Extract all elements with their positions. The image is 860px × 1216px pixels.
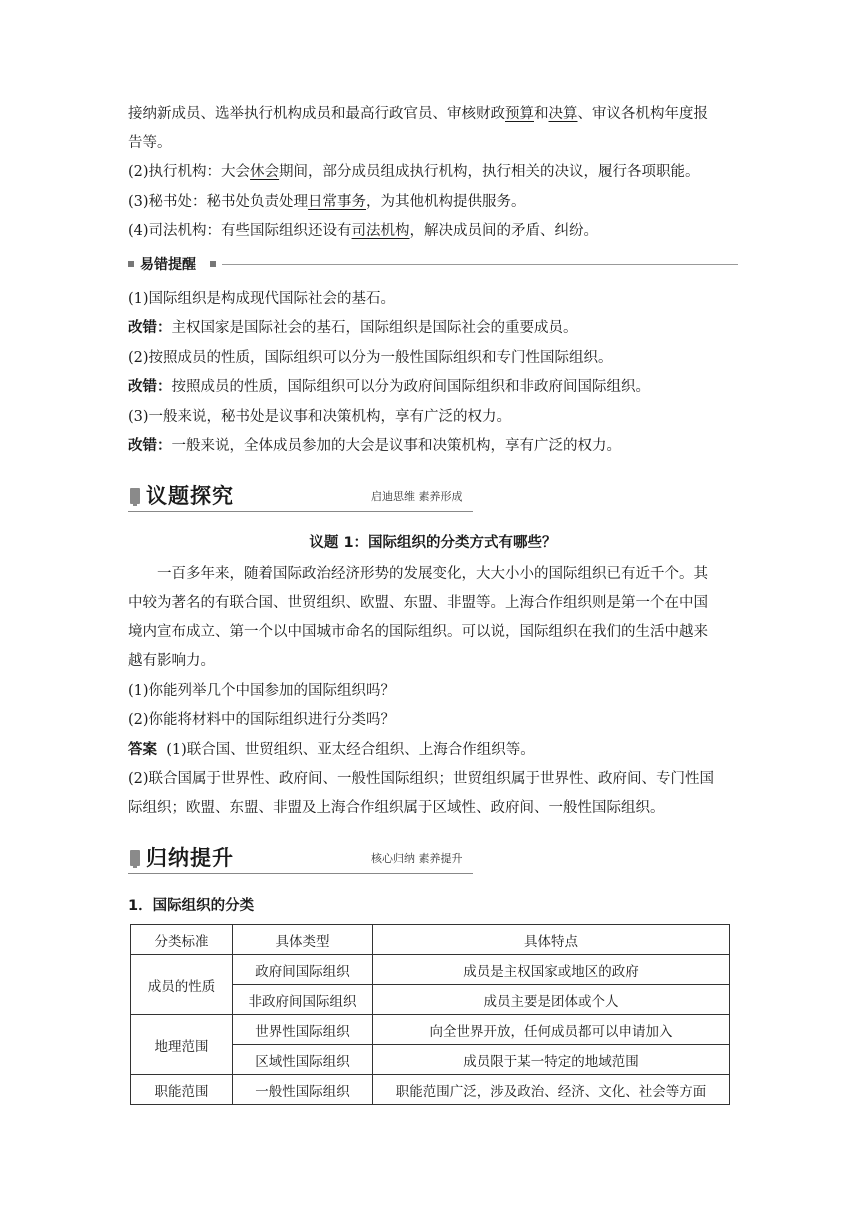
divider (128, 873, 473, 874)
table-row (131, 955, 730, 985)
secretariat-line: (3)秘书处：秘书处负责处理日常事务，为其他机构提供服务。 (128, 194, 526, 210)
daily-affairs-term: 日常事务 (308, 194, 367, 210)
table-cell-type: 非政府间国际组织 (233, 985, 373, 1015)
material-paragraph-line: 越有影响力。 (128, 653, 215, 669)
divider (128, 511, 473, 512)
tip-statement-1: (1)国际组织是构成现代国际社会的基石。 (128, 291, 396, 307)
question-2: (2)你能将材料中的国际组织进行分类吗？ (128, 712, 396, 728)
table-cell-feature: 向全世界开放，任何成员都可以申请加入 (373, 1015, 730, 1045)
judicial-body-line: (4)司法机构：有些国际组织还设有司法机构，解决成员间的矛盾、纠纷。 (128, 223, 599, 239)
classification-table (130, 924, 730, 1105)
tip-correction-3: 改错：一般来说，全体成员参加的大会是议事和决策机构，享有广泛的权力。 (128, 438, 621, 454)
table-cell-standard: 地理范围 (131, 1015, 233, 1075)
section-heading-inquiry (128, 482, 473, 512)
square-bullet-icon (128, 261, 134, 267)
budget-term: 预算 (505, 106, 534, 122)
error-tips-label: 易错提醒 (140, 257, 196, 273)
answer-2-line-1: (2)联合国属于世界性、政府间、一般性国际组织；世贸组织属于世界性、政府间、专门性国 (128, 771, 715, 787)
table-header-cell: 具体特点 (373, 925, 730, 955)
square-bullet-icon (210, 261, 216, 267)
material-paragraph-line: 中较为著名的有联合国、世贸组织、欧盟、东盟、非盟等。上海合作组织则是第一个在中国 (128, 595, 708, 611)
table-header-cell: 具体类型 (233, 925, 373, 955)
section-subtitle: 启迪思维 素养形成 (371, 490, 463, 503)
topic-heading: 议题 1：国际组织的分类方式有哪些？ (309, 535, 557, 551)
tip-statement-3: (3)一般来说，秘书处是议事和决策机构，享有广泛的权力。 (128, 409, 512, 425)
section-subtitle: 核心归纳 素养提升 (371, 852, 463, 865)
table-cell-feature: 成员是主权国家或地区的政府 (373, 955, 730, 985)
section-title: 议题探究 (146, 484, 234, 508)
table-header-row (131, 925, 730, 955)
recess-term: 休会 (250, 164, 280, 180)
assembly-functions-line: 接纳新成员、选举执行机构成员和最高行政官员、审核财政预算和决算、审议各机构年度报 (128, 106, 708, 122)
classification-heading: 1．国际组织的分类 (128, 898, 255, 914)
table-cell-standard: 职能范围 (131, 1075, 233, 1105)
question-1: (1)你能列举几个中国参加的国际组织吗？ (128, 683, 396, 699)
section-heading-summary (128, 844, 473, 874)
table-cell-type: 一般性国际组织 (233, 1075, 373, 1105)
answer-2-line-2: 际组织；欧盟、东盟、非盟及上海合作组织属于区域性、政府间、一般性国际组织。 (128, 800, 665, 816)
final-accounts-term: 决算 (548, 106, 578, 122)
executive-body-line: (2)执行机构：大会休会期间，部分成员组成执行机构，执行相关的决议，履行各项职能。 (128, 164, 700, 180)
answer-tag: 答案 (128, 742, 157, 758)
table-cell-type: 区域性国际组织 (233, 1045, 373, 1075)
table-cell-feature: 成员限于某一特定的地域范围 (373, 1045, 730, 1075)
judicial-term: 司法机构 (351, 223, 410, 239)
table-row (131, 1015, 730, 1045)
assembly-functions-line-2: 告等。 (128, 135, 172, 151)
tip-correction-1: 改错：主权国家是国际社会的基石，国际组织是国际社会的重要成员。 (128, 320, 578, 336)
table-cell-type: 世界性国际组织 (233, 1015, 373, 1045)
table-cell-feature: 成员主要是团体或个人 (373, 985, 730, 1015)
table-cell-type: 政府间国际组织 (233, 955, 373, 985)
material-paragraph-line: 境内宣布成立、第一个以中国城市命名的国际组织。可以说，国际组织在我们的生活中越来 (128, 624, 708, 640)
answer-1: 答案 (1)联合国、世贸组织、亚太经合组织、上海合作组织等。 (128, 742, 535, 758)
divider (222, 264, 738, 265)
tip-statement-2: (2)按照成员的性质，国际组织可以分为一般性国际组织和专门性国际组织。 (128, 350, 613, 366)
table-row (131, 1075, 730, 1105)
material-paragraph-line: 一百多年来，随着国际政治经济形势的发展变化，大大小小的国际组织已有近千个。其 (128, 566, 708, 582)
table-header-cell: 分类标准 (131, 925, 233, 955)
table-cell-feature: 职能范围广泛，涉及政治、经济、文化、社会等方面 (373, 1075, 730, 1105)
error-tips-header (128, 255, 738, 275)
table-cell-standard: 成员的性质 (131, 955, 233, 1015)
section-title: 归纳提升 (146, 846, 234, 870)
tip-correction-2: 改错：按照成员的性质，国际组织可以分为政府间国际组织和非政府间国际组织。 (128, 379, 650, 395)
